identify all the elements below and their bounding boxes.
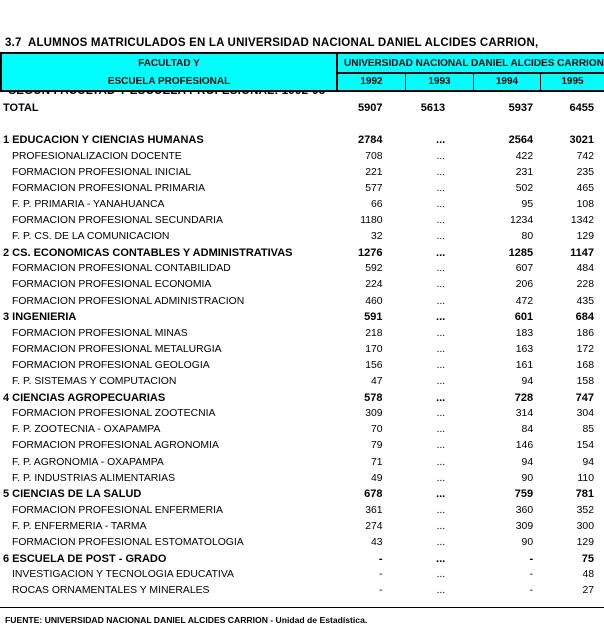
value-1994: 1234 — [509, 215, 534, 227]
value-1994: 607 — [515, 263, 534, 275]
value-1995: 172 — [576, 343, 594, 355]
value-1993: ... — [436, 182, 446, 194]
value-1994: 422 — [515, 150, 534, 162]
value-1995: 742 — [576, 150, 594, 162]
value-1994: - — [529, 552, 534, 565]
value-1994: 314 — [515, 408, 534, 420]
row-label: TOTAL — [3, 102, 39, 115]
value-1994: 759 — [514, 488, 534, 501]
faculty-row — [0, 132, 604, 148]
value-1995: 1342 — [570, 215, 594, 227]
school-row — [0, 583, 604, 599]
value-1995: 1147 — [570, 246, 594, 259]
table-header — [0, 52, 604, 92]
value-1993: ... — [436, 424, 446, 436]
value-1993: ... — [436, 456, 446, 468]
value-1995: 168 — [576, 359, 594, 371]
value-1994: 161 — [515, 359, 534, 371]
value-1992: 224 — [365, 279, 383, 291]
value-1993: ... — [436, 166, 446, 178]
value-1994: 183 — [515, 327, 534, 339]
row-label: 1 EDUCACION Y CIENCIAS HUMANAS — [3, 134, 204, 147]
value-1992: 49 — [370, 472, 383, 484]
value-1992: - — [378, 552, 383, 565]
value-1992: - — [379, 585, 383, 597]
row-label: FORMACION PROFESIONAL METALURGIA — [12, 343, 222, 355]
value-1993: ... — [436, 376, 446, 388]
value-1994: 146 — [515, 440, 534, 452]
value-1993: ... — [436, 472, 446, 484]
value-1994: 1285 — [508, 246, 534, 259]
value-1992: 592 — [365, 263, 383, 275]
value-1993: ... — [436, 343, 446, 355]
row-label: F. P. CS. DE LA COMUNICACION — [12, 231, 170, 243]
value-1993: ... — [436, 215, 446, 227]
source-note: FUENTE: UNIVERSIDAD NACIONAL DANIEL ALCIDES CARRION - Unidad de Estadística. — [5, 615, 368, 625]
school-row — [0, 470, 604, 486]
value-1994: 309 — [515, 520, 534, 532]
value-1992: 47 — [370, 376, 383, 388]
school-row — [0, 164, 604, 180]
value-1992: 460 — [365, 295, 383, 307]
value-1992: 221 — [365, 166, 383, 178]
value-1995: 94 — [582, 456, 594, 468]
value-1995: 154 — [576, 440, 594, 452]
value-1992: - — [379, 569, 383, 581]
header-year-1994: 1994 — [495, 76, 519, 87]
value-1992: 577 — [365, 182, 383, 194]
value-1995: 158 — [576, 376, 594, 388]
faculty-row — [0, 245, 604, 261]
value-1995: 684 — [575, 311, 594, 324]
value-1995: 129 — [576, 536, 594, 548]
row-label: FORMACION PROFESIONAL ECONOMIA — [12, 279, 212, 291]
faculty-row — [0, 551, 604, 567]
value-1995: 110 — [577, 472, 594, 484]
school-row — [0, 374, 604, 390]
row-label: ROCAS ORNAMENTALES Y MINERALES — [12, 585, 210, 597]
school-row — [0, 213, 604, 229]
school-row — [0, 534, 604, 550]
value-1994: - — [529, 585, 534, 597]
value-1993: ... — [436, 246, 446, 259]
row-label: 5 CIENCIAS DE LA SALUD — [3, 488, 142, 501]
header-university: UNIVERSIDAD NACIONAL DANIEL ALCIDES CARRION — [344, 58, 604, 69]
value-1992: 79 — [370, 440, 383, 452]
header-year-1995: 1995 — [561, 76, 584, 87]
row-label: INVESTIGACION Y TECNOLOGIA EDUCATIVA — [12, 569, 234, 581]
value-1995: 85 — [582, 424, 594, 436]
value-1993: ... — [436, 327, 446, 339]
row-label: FORMACION PROFESIONAL ZOOTECNIA — [12, 408, 216, 420]
value-1995: 48 — [582, 569, 594, 581]
value-1994: 728 — [514, 391, 534, 404]
school-row — [0, 454, 604, 470]
value-1994: 90 — [521, 472, 534, 484]
school-row — [0, 229, 604, 245]
spacer-row — [0, 116, 604, 132]
row-label: FORMACION PROFESIONAL ADMINISTRACION — [12, 295, 245, 307]
value-1995: 484 — [576, 263, 594, 275]
faculty-row — [0, 309, 604, 325]
value-1993: ... — [436, 585, 446, 597]
school-row — [0, 180, 604, 196]
value-1993: ... — [436, 295, 446, 307]
value-1995: 352 — [576, 504, 594, 516]
value-1994: 5937 — [508, 102, 534, 115]
school-row — [0, 438, 604, 454]
title-line-1: 3.7 ALUMNOS MATRICULADOS EN LA UNIVERSIDAD NACIONAL DANIEL ALCIDES CARRION, — [5, 37, 539, 49]
header-year-1993: 1993 — [428, 76, 451, 87]
row-label: FORMACION PROFESIONAL MINAS — [12, 327, 188, 339]
value-1992: 678 — [364, 488, 383, 501]
value-1992: 170 — [365, 343, 383, 355]
value-1995: 108 — [576, 199, 594, 211]
value-1992: 708 — [365, 150, 383, 162]
value-1993: ... — [436, 408, 446, 420]
value-1993: ... — [436, 520, 446, 532]
school-row — [0, 341, 604, 357]
school-row — [0, 148, 604, 164]
school-row — [0, 406, 604, 422]
value-1993: ... — [436, 199, 446, 211]
value-1994: 94 — [521, 456, 534, 468]
enrollment-table — [0, 100, 604, 599]
value-1995: 304 — [576, 408, 594, 420]
value-1993: ... — [436, 569, 446, 581]
value-1992: 1276 — [358, 246, 383, 259]
value-1994: 84 — [521, 424, 534, 436]
row-label: FORMACION PROFESIONAL ENFERMERIA — [12, 504, 223, 516]
row-label: F. P. SISTEMAS Y COMPUTACION — [12, 376, 177, 388]
value-1992: 218 — [365, 327, 383, 339]
value-1995: 435 — [576, 295, 594, 307]
school-row — [0, 502, 604, 518]
value-1995: 747 — [575, 391, 594, 404]
value-1995: 235 — [576, 166, 594, 178]
value-1993: ... — [436, 488, 446, 501]
school-row — [0, 567, 604, 583]
value-1993: ... — [436, 440, 446, 452]
value-1994: 601 — [514, 311, 534, 324]
value-1992: 71 — [370, 456, 383, 468]
header-year-1992: 1992 — [360, 76, 383, 87]
value-1994: 2564 — [508, 134, 534, 147]
school-row — [0, 261, 604, 277]
value-1995: 228 — [576, 279, 594, 291]
value-1995: 300 — [576, 520, 594, 532]
school-row — [0, 293, 604, 309]
value-1995: 27 — [582, 585, 594, 597]
value-1992: 32 — [370, 231, 383, 243]
value-1994: 472 — [515, 295, 534, 307]
value-1993: ... — [436, 536, 446, 548]
school-row — [0, 196, 604, 212]
value-1994: 502 — [515, 182, 534, 194]
faculty-row — [0, 390, 604, 406]
value-1992: 361 — [365, 504, 383, 516]
value-1993: ... — [436, 263, 446, 275]
value-1993: ... — [436, 391, 446, 404]
value-1995: 129 — [576, 231, 594, 243]
row-label: FORMACION PROFESIONAL AGRONOMIA — [12, 440, 219, 452]
row-label: FORMACION PROFESIONAL GEOLOGIA — [12, 359, 210, 371]
header-faculty-line-1: FACULTAD Y — [138, 58, 200, 69]
row-label: FORMACION PROFESIONAL SECUNDARIA — [12, 215, 223, 227]
value-1994: 360 — [515, 504, 534, 516]
value-1993: ... — [436, 150, 446, 162]
value-1992: 43 — [370, 536, 383, 548]
value-1995: 75 — [581, 552, 594, 565]
total-row — [0, 100, 604, 116]
footer-rule — [0, 607, 604, 608]
school-row — [0, 277, 604, 293]
row-label: 6 ESCUELA DE POST - GRADO — [3, 552, 167, 565]
row-label: 4 CIENCIAS AGROPECUARIAS — [3, 391, 166, 404]
value-1995: 781 — [575, 488, 594, 501]
value-1995: 465 — [576, 182, 594, 194]
value-1993: ... — [436, 504, 446, 516]
school-row — [0, 422, 604, 438]
spacer-cell — [0, 116, 604, 132]
value-1994: 231 — [515, 166, 534, 178]
school-row — [0, 357, 604, 373]
value-1993: ... — [436, 231, 446, 243]
value-1993: ... — [436, 359, 446, 371]
row-label: 3 INGENIERIA — [3, 311, 77, 324]
value-1993: ... — [436, 552, 446, 565]
row-label: FORMACION PROFESIONAL PRIMARIA — [12, 182, 206, 194]
row-label: 2 CS. ECONOMICAS CONTABLES Y ADMINISTRATIVAS — [3, 246, 293, 259]
value-1992: 591 — [364, 311, 383, 324]
value-1994: 95 — [521, 199, 534, 211]
row-label: FORMACION PROFESIONAL CONTABILIDAD — [12, 263, 231, 275]
value-1994: 206 — [515, 279, 534, 291]
row-label: F. P. INDUSTRIAS ALIMENTARIAS — [12, 472, 176, 484]
value-1995: 6455 — [569, 102, 594, 115]
value-1992: 66 — [370, 199, 383, 211]
header-faculty-line-2: ESCUELA PROFESIONAL — [107, 76, 231, 87]
value-1994: 90 — [521, 536, 534, 548]
row-label: F. P. ENFERMERIA - TARMA — [12, 520, 147, 532]
value-1994: 163 — [515, 343, 534, 355]
faculty-row — [0, 486, 604, 502]
row-label: F. P. AGRONOMIA - OXAPAMPA — [12, 456, 164, 468]
value-1993: ... — [436, 134, 446, 147]
value-1994: 94 — [521, 376, 534, 388]
row-label: FORMACION PROFESIONAL INICIAL — [12, 166, 192, 178]
school-row — [0, 518, 604, 534]
value-1992: 156 — [365, 359, 383, 371]
value-1993: ... — [436, 311, 446, 324]
value-1993: 5613 — [420, 102, 446, 115]
value-1995: 186 — [576, 327, 594, 339]
value-1995: 3021 — [569, 134, 594, 147]
row-label: F. P. ZOOTECNIA - OXAPAMPA — [12, 424, 161, 436]
value-1992: 309 — [365, 408, 383, 420]
value-1994: 80 — [521, 231, 534, 243]
row-label: FORMACION PROFESIONAL ESTOMATOLOGIA — [12, 536, 244, 548]
value-1994: - — [529, 569, 534, 581]
value-1992: 1180 — [360, 215, 383, 227]
row-label: F. P. PRIMARIA - YANAHUANCA — [12, 199, 165, 211]
value-1992: 578 — [364, 391, 383, 404]
value-1992: 2784 — [358, 134, 383, 147]
value-1993: ... — [436, 279, 446, 291]
school-row — [0, 325, 604, 341]
row-label: PROFESIONALIZACION DOCENTE — [12, 150, 182, 162]
value-1992: 70 — [370, 424, 383, 436]
value-1992: 5907 — [358, 102, 383, 115]
value-1992: 274 — [365, 520, 383, 532]
